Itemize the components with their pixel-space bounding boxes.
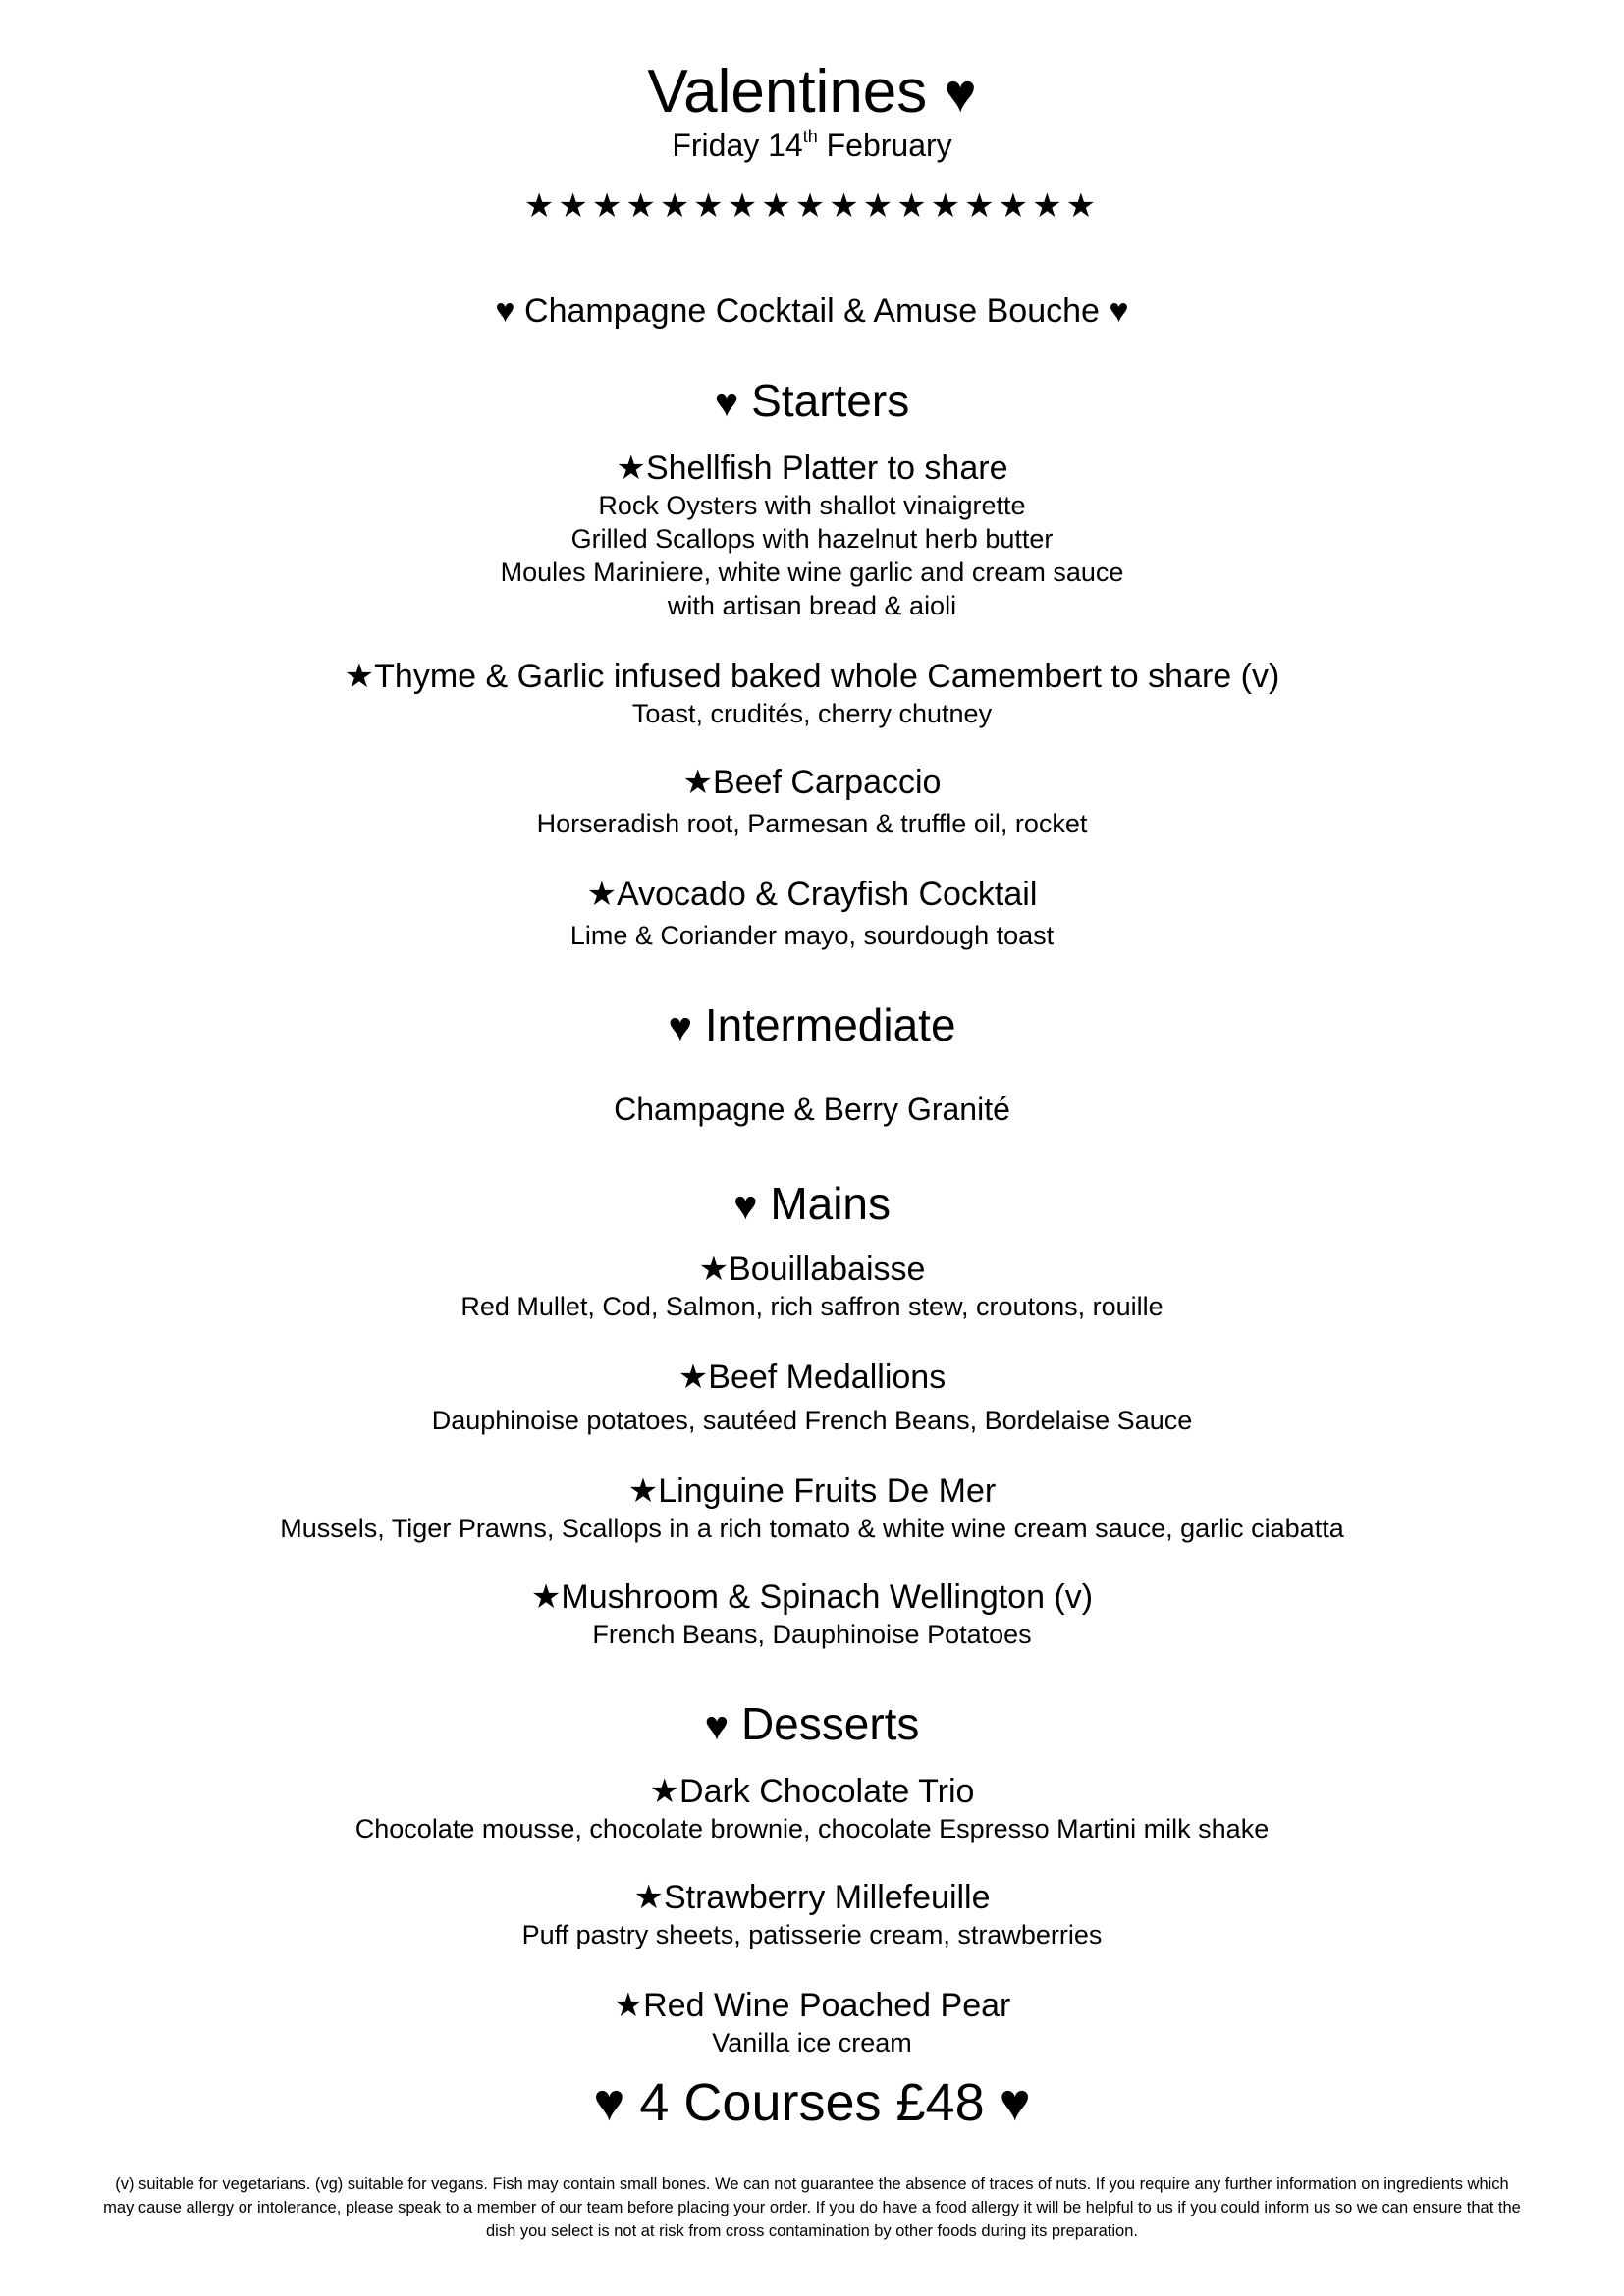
heart-icon: ♥ [999, 2073, 1031, 2132]
date-suffix: February [826, 128, 952, 163]
dish-description: Horseradish root, Parmesan & truffle oil, rocket [536, 809, 1088, 838]
dish-name: ★Beef Carpaccio [682, 764, 942, 801]
section-title: Desserts [740, 1698, 920, 1749]
date-prefix: Friday 14 [672, 128, 803, 163]
dish-name: Champagne & Berry Granité [614, 1092, 1010, 1127]
heart-icon: ♥ [593, 2073, 625, 2132]
price-line [0, 2071, 1624, 2134]
dish-description: Vanilla ice cream [712, 2028, 912, 2057]
dish-description: Lime & Coriander mayo, sourdough toast [569, 921, 1055, 950]
dish-name: ★Linguine Fruits De Mer [627, 1472, 997, 1510]
title-text: Valentines [647, 58, 928, 126]
section-heading-mains [0, 1176, 1624, 1233]
heart-icon: ♥ [944, 62, 977, 124]
menu-title [0, 57, 1624, 129]
dish-description: Toast, crudités, cherry chutney [631, 699, 993, 728]
dish-name: ★Shellfish Platter to share [616, 450, 1008, 487]
dish-name: ★Bouillabaisse [698, 1251, 926, 1288]
section-title: Intermediate [704, 999, 956, 1050]
section-title: Mains [770, 1178, 892, 1229]
dish-description: Grilled Scallops with hazelnut herb butter [570, 524, 1054, 554]
dish-description: Puff pastry sheets, patisserie cream, strawberries [521, 1920, 1103, 1949]
allergen-disclaimer: (v) suitable for vegetarians. (vg) suitable for vegans. Fish may contain small bones. We can not guarantee the absence of traces of nuts. If you require any further information on ingredients which may cause allergy or intolerance, please speak to a member of our team before placing your order. If you do have a food allergy it will be helpful to us if you could inform us so we can ensure that the dish you select is not at risk from cross contamination by other foods during its preparation. [103, 2175, 1521, 2240]
dish-description: Chocolate mousse, chocolate brownie, chocolate Espresso Martini milk shake [354, 1814, 1270, 1843]
dish-description: French Beans, Dauphinoise Potatoes [592, 1620, 1032, 1649]
dish-name: ★Strawberry Millefeuille [633, 1879, 991, 1916]
dish-description: Mussels, Tiger Prawns, Scallops in a rich tomato & white wine cream sauce, garlic ciabatta [280, 1514, 1344, 1543]
dish-description: with artisan bread & aioli [667, 591, 957, 620]
dish-description: Rock Oysters with shallot vinaigrette [598, 491, 1026, 520]
price-text: 4 Courses £48 [639, 2073, 985, 2132]
dish-name: ★Dark Chocolate Trio [649, 1773, 975, 1810]
heart-icon: ♥ [704, 1703, 730, 1748]
dish-name: ★Mushroom & Spinach Wellington (v) [530, 1578, 1094, 1616]
event-date [0, 126, 1624, 165]
section-title: Starters [751, 375, 910, 426]
dish-description: Red Mullet, Cod, Salmon, rich saffron stew, croutons, rouille [460, 1292, 1164, 1321]
welcome-line: ♥ Champagne Cocktail & Amuse Bouche ♥ [495, 293, 1129, 330]
dish-name: ★Thyme & Garlic infused baked whole Camembert to share (v) [344, 658, 1280, 695]
dish-description: Moules Mariniere, white wine garlic and cream sauce [500, 558, 1124, 587]
dish-name: ★Avocado & Crayfish Cocktail [586, 876, 1038, 913]
section-heading-desserts [0, 1696, 1624, 1753]
dish-name: ★Red Wine Poached Pear [613, 1987, 1011, 2024]
heart-icon: ♥ [668, 1004, 693, 1049]
star-divider: ★★★★★★★★★★★★★★★★★ [523, 187, 1101, 225]
section-heading-starters [0, 373, 1624, 430]
dish-name: ★Beef Medallions [677, 1359, 947, 1396]
section-heading-intermediate [0, 997, 1624, 1054]
heart-icon: ♥ [732, 1183, 758, 1228]
dish-description: Dauphinoise potatoes, sautéed French Beans, Bordelaise Sauce [431, 1406, 1193, 1435]
date-ordinal: th [802, 127, 818, 146]
heart-icon: ♥ [714, 380, 739, 425]
